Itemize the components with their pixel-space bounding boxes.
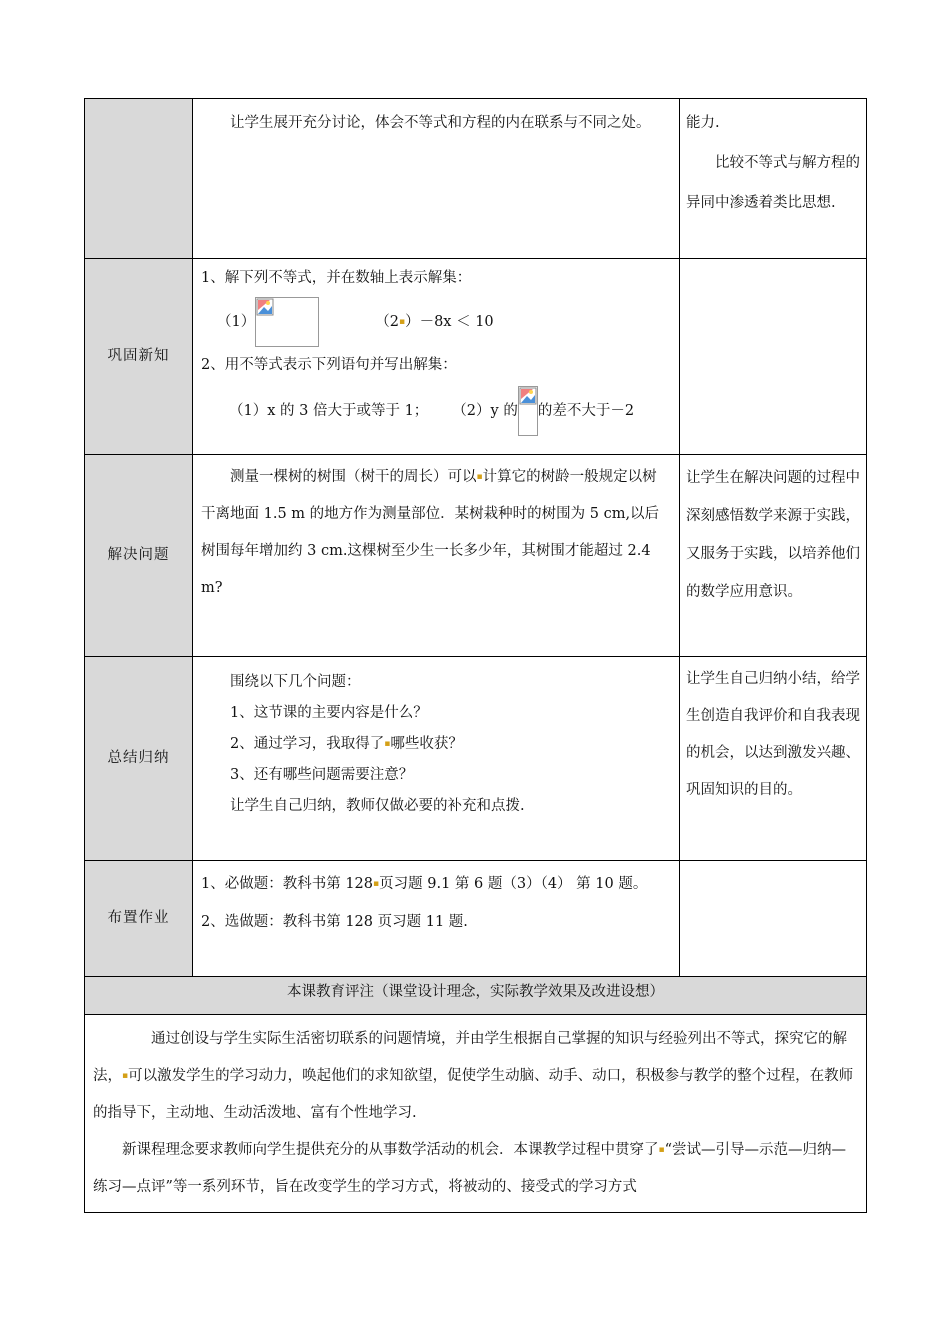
homework-line xyxy=(201,865,671,903)
summary-line: 围绕以下几个问题： xyxy=(230,674,361,690)
note-cell xyxy=(680,455,867,657)
content-cell xyxy=(193,259,680,455)
equation-row xyxy=(201,294,671,350)
note-cell xyxy=(680,99,867,259)
summary-line-part: 哪些收获？ xyxy=(390,736,463,752)
comment-paragraph xyxy=(93,1132,858,1206)
question-title: 2、用不等式表示下列语句并写出解集： xyxy=(201,357,457,373)
table-row xyxy=(85,657,867,861)
comment-header: 本课教育评注（课堂设计理念，实际教学效果及改进设想） xyxy=(85,977,867,1015)
comment-text-part: 新课程理念要求教师向学生提供充分的从事数学活动的机会．本课教学过程中贯穿了 xyxy=(122,1142,659,1158)
marker-dot: ▪ xyxy=(384,739,391,749)
formula-image-placeholder xyxy=(255,297,319,347)
summary-line-part: 2、通过学习，我取得了 xyxy=(230,736,385,752)
item-label: （2 xyxy=(375,313,399,330)
document-page xyxy=(84,98,866,1213)
comment-text-part: 通过创设与学生实际生活密切联系的问题情境，并由学生根据自己掌握的知识与经验列出不等式，探究它的解法， xyxy=(93,1031,847,1084)
homework-line: 2、选做题：教科书第 128 页习题 11 题. xyxy=(201,914,468,930)
table-row xyxy=(85,455,867,657)
marker-dot: ▪ xyxy=(122,1071,129,1081)
broken-image-icon xyxy=(519,387,537,405)
category-cell: 解决问题 xyxy=(85,455,193,657)
category-cell: 巩固新知 xyxy=(85,259,193,455)
broken-image-icon xyxy=(256,298,274,316)
category-cell-empty xyxy=(85,99,193,259)
note-line: 比较不等式与解方程的异同中渗透着类比思想. xyxy=(686,155,860,211)
comment-text-part: 可以激发学生的学习动力，唤起他们的求知欲望，促使学生动脑、动手、动口，积极参与教学的整个过程，在教师的指导下，主动地、生动活泼地、富有个性地学习. xyxy=(93,1068,854,1121)
lesson-plan-table xyxy=(84,98,867,1213)
note-cell xyxy=(680,657,867,861)
marker-dot: ▪ xyxy=(658,1145,665,1155)
table-row xyxy=(85,861,867,977)
problem-text-part: 计算它的树龄一般规定以树干离地面 1.5 m 的地方作为测量部位．某树栽种时的树围为 5 cm,以后树围每年增加约 3 cm.这棵树至少生一长多少年，其树围才能超过 2.4 m? xyxy=(201,469,660,596)
note-cell-empty xyxy=(680,861,867,977)
formula-image-placeholder xyxy=(518,386,538,436)
note-text: 让学生自己归纳小结，给学生创造自我评价和自我表现的机会，以达到激发兴趣、巩固知识的目的。 xyxy=(686,671,860,798)
comment-text-part: “尝试—引导—示范—归纳—练习—点评”等一系列环节，旨在改变学生的学习方式，将被动的、接受式的学习方式 xyxy=(93,1142,847,1195)
summary-line xyxy=(201,729,671,760)
inequality-text: ）－8x ＜ 10 xyxy=(405,313,494,330)
summary-line: 让学生自己归纳，教师仅做必要的补充和点拨. xyxy=(230,798,525,814)
comment-paragraph xyxy=(93,1021,858,1132)
marker-dot: ▪ xyxy=(476,472,483,482)
table-row xyxy=(85,1015,867,1213)
problem-text xyxy=(201,459,671,607)
statement-1: （1）x 的 3 倍大于或等于 1； xyxy=(229,402,429,419)
marker-dot: ▪ xyxy=(398,316,406,327)
content-cell xyxy=(193,99,680,259)
discussion-text: 让学生展开充分讨论，体会不等式和方程的内在联系与不同之处。 xyxy=(230,115,651,131)
statement-row xyxy=(201,381,671,441)
comment-body xyxy=(85,1015,867,1213)
category-cell: 总结归纳 xyxy=(85,657,193,861)
note-line: 能力. xyxy=(686,115,720,131)
summary-line: 1、这节课的主要内容是什么？ xyxy=(230,705,428,721)
table-row xyxy=(85,259,867,455)
summary-line: 3、还有哪些问题需要注意？ xyxy=(230,767,414,783)
statement-2-pre: （2）y 的 xyxy=(452,402,518,419)
problem-text-part: 测量一棵树的树围（树干的周长）可以 xyxy=(230,469,477,485)
note-cell-empty xyxy=(680,259,867,455)
category-cell: 布置作业 xyxy=(85,861,193,977)
content-cell xyxy=(193,861,680,977)
homework-line-part: 页习题 9.1 第 6 题（3）（4） 第 10 题。 xyxy=(379,876,648,892)
question-title: 1、解下列不等式，并在数轴上表示解集： xyxy=(201,270,472,286)
statement-2-post: 的差不大于－2 xyxy=(537,402,635,419)
marker-dot: ▪ xyxy=(373,879,380,889)
table-row xyxy=(85,977,867,1015)
note-text: 让学生在解决问题的过程中深刻感悟数学来源于实践，又服务于实践，以培养他们的数学应用意识。 xyxy=(686,470,860,600)
homework-line-part: 1、必做题：教科书第 128 xyxy=(201,876,374,892)
item-label: （1） xyxy=(217,313,256,330)
content-cell xyxy=(193,657,680,861)
content-cell xyxy=(193,455,680,657)
table-row xyxy=(85,99,867,259)
